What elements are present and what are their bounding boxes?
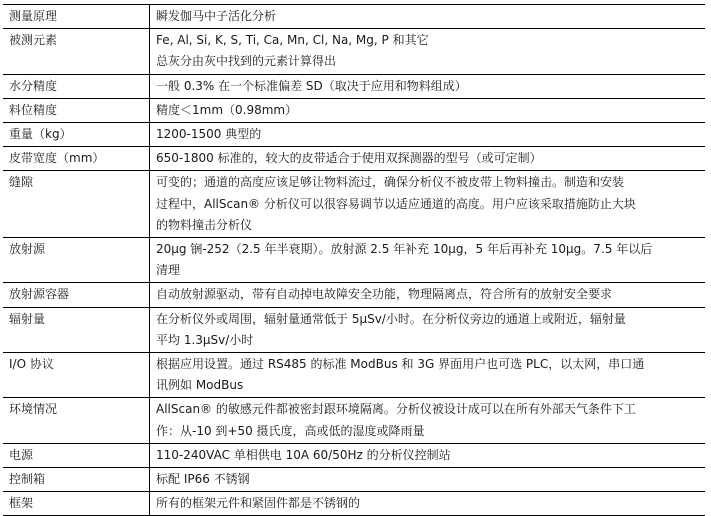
spec-row xyxy=(3,283,705,307)
spec-label: 辐射量 xyxy=(3,307,150,352)
spec-value-line: 在分析仪外或周围，辐射量通常低于 5μSv/小时。在分析仪旁边的通道上或附近，辐射量 xyxy=(156,311,626,326)
spec-value-line: 1200-1500 典型的 xyxy=(156,127,262,142)
spec-value-line: 讯例如 ModBus xyxy=(156,378,244,393)
spec-value xyxy=(150,468,706,492)
spec-row xyxy=(3,123,705,147)
spec-value-line: Fe, Al, Si, K, S, Ti, Ca, Mn, Cl, Na, Mg, P 和其它 xyxy=(156,33,429,48)
spec-value xyxy=(150,29,706,74)
spec-label: 料位精度 xyxy=(3,98,150,122)
spec-value-line: 根据应用设置。通过 RS485 的标准 ModBus 和 3G 界面用户也可选 PLC，以太网，串口通 xyxy=(156,357,645,372)
spec-value xyxy=(150,147,706,171)
spec-label: 放射源 xyxy=(3,238,150,283)
spec-value xyxy=(150,238,706,283)
spec-row xyxy=(3,29,705,74)
spec-value-line: 20μg 锎-252（2.5 年半衰期）。放射源 2.5 年补充 10μg，5 年后再补充 10μg。7.5 年以后 xyxy=(156,242,653,257)
spec-value xyxy=(150,398,706,443)
spec-row xyxy=(3,98,705,122)
spec-label: 控制箱 xyxy=(3,468,150,492)
spec-value xyxy=(150,492,706,516)
spec-label: 重量（kg） xyxy=(3,123,150,147)
spec-value xyxy=(150,123,706,147)
spec-row xyxy=(3,443,705,467)
spec-label: 测量原理 xyxy=(3,5,150,29)
spec-value-line: 所有的框架元件和紧固件都是不锈钢的 xyxy=(156,496,361,511)
spec-value xyxy=(150,5,706,29)
spec-table xyxy=(3,4,705,516)
spec-label: 皮带宽度（mm） xyxy=(3,147,150,171)
spec-label: 放射源容器 xyxy=(3,283,150,307)
spec-label: 框架 xyxy=(3,492,150,516)
spec-row xyxy=(3,171,705,238)
spec-row xyxy=(3,74,705,98)
spec-row xyxy=(3,238,705,283)
spec-value-line: 一般 0.3% 在一个标准偏差 SD（取决于应用和物料组成） xyxy=(156,78,467,93)
spec-value xyxy=(150,307,706,352)
spec-value-line: 可变的；通道的高度应该足够让物料流过，确保分析仪不被皮带上物料撞击。制造和安装 xyxy=(156,175,625,190)
spec-value xyxy=(150,283,706,307)
spec-label: 环境情况 xyxy=(3,398,150,443)
spec-value xyxy=(150,171,706,238)
spec-value-line: 总灰分由灰中找到的元素计算得出 xyxy=(156,54,337,69)
spec-row xyxy=(3,307,705,352)
spec-value-line: 650-1800 标准的，较大的皮带适合于使用双探测器的型号（或可定制） xyxy=(156,151,542,166)
spec-value-line: 110-240VAC 单相供电 10A 60/50Hz 的分析仪控制站 xyxy=(156,447,451,462)
spec-value-line: 平均 1.3μSv/小时 xyxy=(156,332,254,347)
spec-value-line: 精度＜1mm（0.98mm） xyxy=(156,102,298,117)
spec-table-body xyxy=(3,5,705,516)
spec-row xyxy=(3,468,705,492)
spec-row xyxy=(3,353,705,398)
spec-value-line: 瞬发伽马中子活化分析 xyxy=(156,9,277,23)
spec-label: 电源 xyxy=(3,443,150,467)
spec-value-line: 清理 xyxy=(156,263,181,278)
spec-value-line: 的物料撞击分析仪 xyxy=(156,217,253,232)
spec-value xyxy=(150,353,706,398)
spec-label: 水分精度 xyxy=(3,74,150,98)
spec-value xyxy=(150,443,706,467)
spec-row xyxy=(3,492,705,516)
spec-value xyxy=(150,98,706,122)
spec-row xyxy=(3,5,705,29)
spec-value-line: 作：从-10 到+50 摄氏度，高或低的湿度或降雨量 xyxy=(156,423,425,438)
spec-label: 被测元素 xyxy=(3,29,150,74)
spec-row xyxy=(3,398,705,443)
spec-value-line: 自动放射源驱动，带有自动掉电故障安全功能，物理隔离点，符合所有的放射安全要求 xyxy=(156,287,613,302)
spec-value-line: AllScan® 的敏感元件都被密封跟环境隔离。分析仪被设计成可以在所有外部天气条件下工 xyxy=(156,402,636,417)
spec-value-line: 标配 IP66 不锈钢 xyxy=(156,472,250,487)
spec-label: I/O 协议 xyxy=(3,353,150,398)
spec-label: 缝隙 xyxy=(3,171,150,238)
spec-value-line: 过程中，AllScan® 分析仪可以很容易调节以适应通道的高度。用户应该采取措施防止大块 xyxy=(156,196,636,211)
spec-value xyxy=(150,74,706,98)
spec-row xyxy=(3,147,705,171)
